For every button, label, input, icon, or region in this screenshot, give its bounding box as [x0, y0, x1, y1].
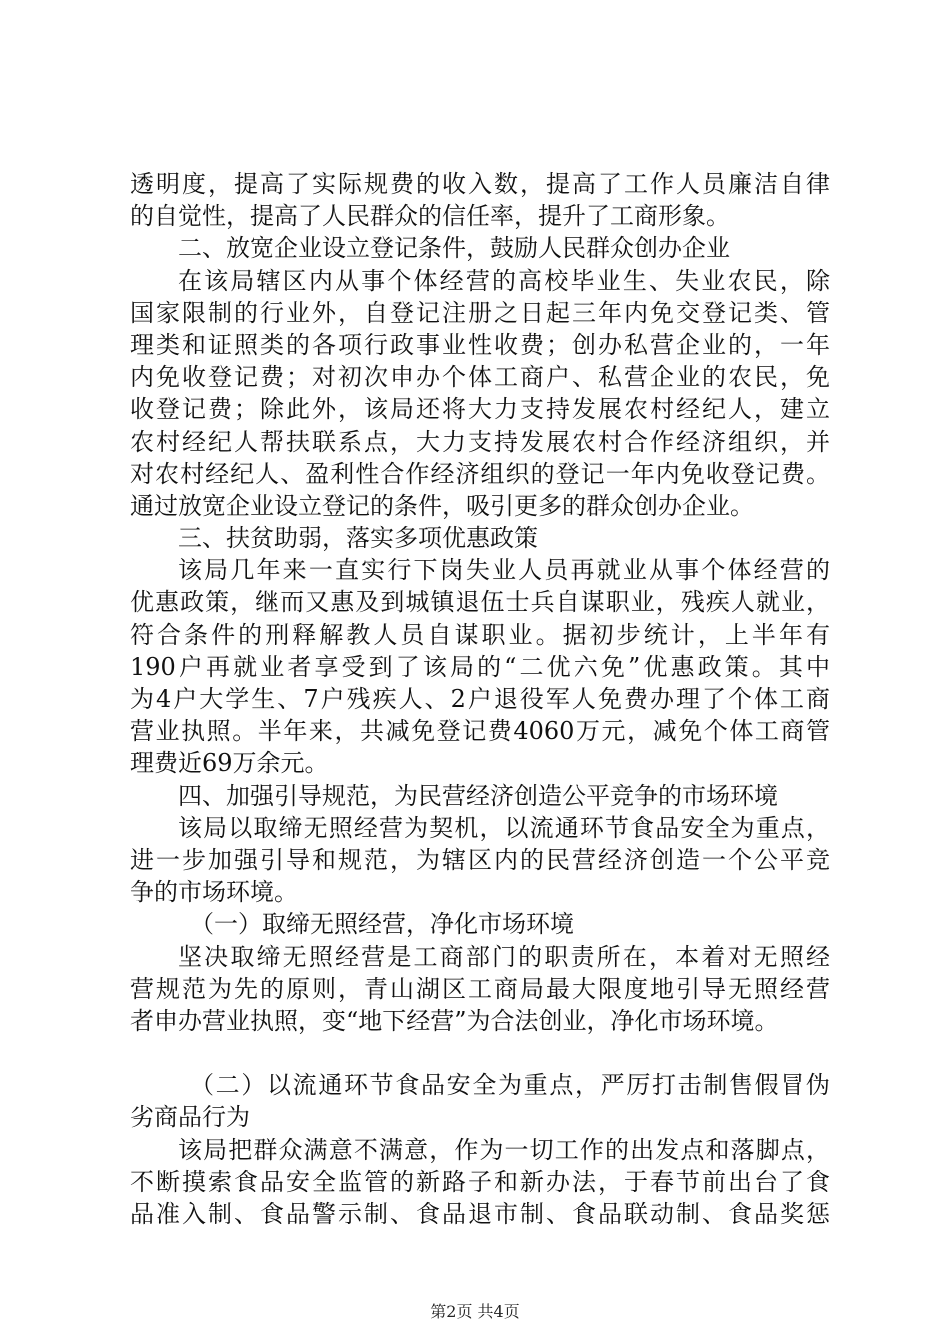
document-body — [130, 168, 830, 1230]
section-heading: 二、放宽企业设立登记条件，鼓励人民群众创办企业 — [178, 234, 730, 263]
section-heading: 三、扶贫助弱，落实多项优惠政策 — [178, 524, 538, 553]
section-heading: 四、加强引导规范，为民营经济创造公平竞争的市场环境 — [178, 781, 778, 810]
text-line: 该局以取缔无照经营为契机，以流通环节食品安全为重点， — [178, 813, 830, 842]
blank-line — [130, 1037, 830, 1069]
text-line: 理费近69万余元。 — [130, 749, 329, 778]
text-line: 该局把群众满意不满意，作为一切工作的出发点和落脚点， — [178, 1135, 830, 1164]
text-line: 品准入制、食品警示制、食品退市制、食品联动制、食品奖惩 — [130, 1200, 830, 1228]
text-line: 190户再就业者享受到了该局的“二优六免”优惠政策。其中 — [130, 652, 830, 681]
text-line: 通过放宽企业设立登记的条件，吸引更多的群众创办企业。 — [130, 491, 754, 520]
text-line: 在该局辖区内从事个体经营的高校毕业生、失业农民，除 — [178, 266, 830, 295]
text-line: 符合条件的刑释解教人员自谋职业。据初步统计，上半年有 — [130, 620, 830, 649]
text-line: 国家限制的行业外，自登记注册之日起三年内免交登记类、管 — [130, 298, 830, 327]
subsection-heading-continued: 劣商品行为 — [130, 1103, 250, 1132]
text-line: 的自觉性，提高了人民群众的信任率，提升了工商形象。 — [130, 202, 730, 231]
subsection-heading: （一）取缔无照经营，净化市场环境 — [190, 910, 574, 939]
text-line: 对农村经纪人、盈利性合作经济组织的登记一年内免收登记费。 — [130, 459, 830, 488]
text-line: 者申办营业执照，变“地下经营”为合法创业，净化市场环境。 — [130, 1006, 779, 1035]
text-line: 收登记费；除此外，该局还将大力支持发展农村经纪人，建立 — [130, 395, 830, 424]
text-line: 该局几年来一直实行下岗失业人员再就业从事个体经营的 — [178, 556, 830, 585]
text-line: 农村经纪人帮扶联系点，大力支持发展农村合作经济组织，并 — [130, 427, 830, 456]
text-line: 进一步加强引导和规范，为辖区内的民营经济创造一个公平竞 — [130, 845, 830, 874]
text-line: 不断摸索食品安全监管的新路子和新办法，于春节前出台了食 — [130, 1167, 830, 1196]
text-line: 优惠政策，继而又惠及到城镇退伍士兵自谋职业，残疾人就业， — [130, 588, 830, 617]
text-line: 理类和证照类的各项行政事业性收费；创办私营企业的，一年 — [130, 330, 830, 359]
page-number-footer: 第2页 共4页 — [430, 1302, 520, 1321]
text-line: 争的市场环境。 — [130, 878, 298, 907]
subsection-heading: （二）以流通环节食品安全为重点，严厉打击制售假冒伪 — [190, 1071, 830, 1100]
text-line: 营业执照。半年来，共减免登记费4060万元，减免个体工商管 — [130, 717, 830, 746]
text-line: 营规范为先的原则，青山湖区工商局最大限度地引导无照经营 — [130, 974, 830, 1003]
text-line: 透明度，提高了实际规费的收入数，提高了工作人员廉洁自律 — [130, 170, 830, 198]
text-line: 内免收登记费；对初次申办个体工商户、私营企业的农民，免 — [130, 363, 830, 392]
text-line: 坚决取缔无照经营是工商部门的职责所在，本着对无照经 — [178, 942, 830, 971]
text-line: 为4户大学生、7户残疾人、2户退役军人免费办理了个体工商 — [130, 685, 830, 713]
